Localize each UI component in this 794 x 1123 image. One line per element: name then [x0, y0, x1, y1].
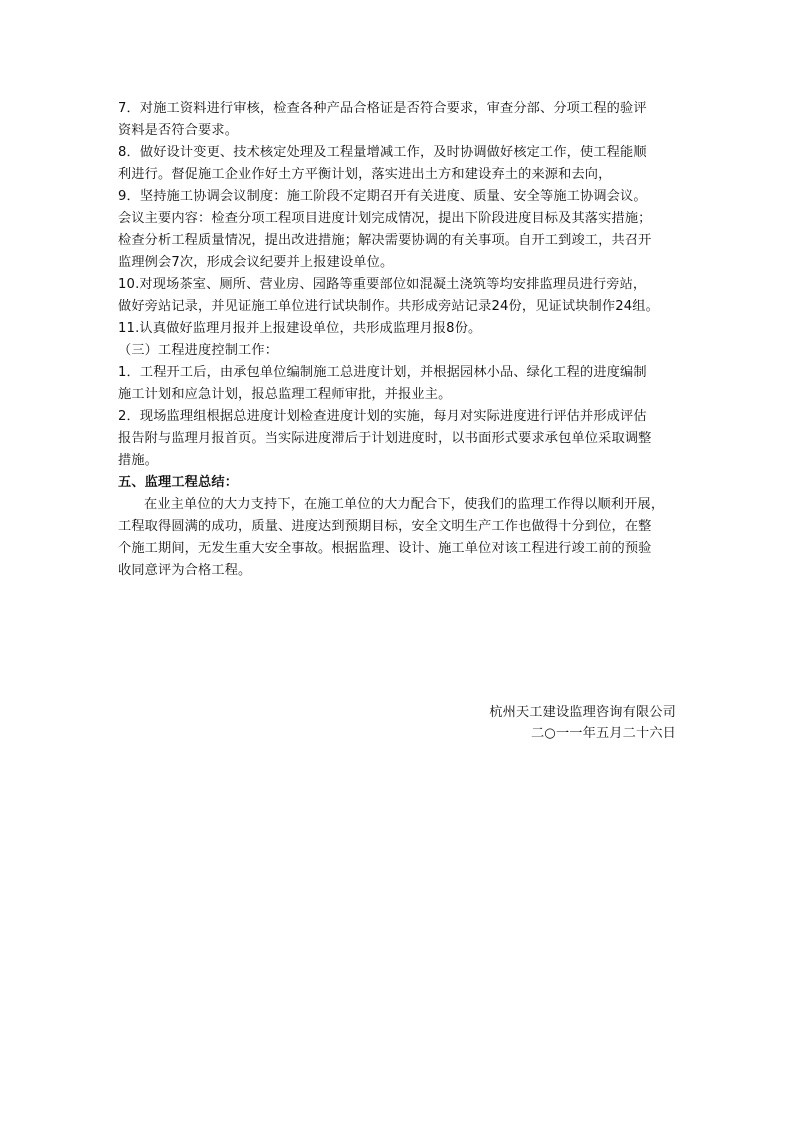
text-line: 措施。 [118, 453, 159, 468]
text-line: 利进行。督促施工企业作好土方平衡计划，落实进出土方和建设弃土的来源和去向， [118, 167, 612, 182]
text-line: 检查分析工程质量情况，提出改进措施；解决需要协调的有关事项。自开工到竣工，共召开 [118, 233, 652, 248]
text-line: 1．工程开工后，由承包单位编制施工总进度计划，并根据园林小品、绿化工程的进度编制 [118, 365, 647, 380]
text-line: 8．做好设计变更、技术核定处理及工程量增减工作，及时协调做好核定工作，使工程能顺 [118, 145, 647, 160]
text-line: 资料是否符合要求。 [118, 123, 239, 138]
signature-block [489, 702, 676, 744]
section-heading: 五、监理工程总结： [118, 475, 239, 490]
text-line: 11.认真做好监理月报并上报建设单位，共形成监理月报8份。 [118, 321, 482, 336]
summary-line: 工程取得圆满的成功，质量、进度达到预期目标，安全文明生产工作也做得十分到位，在整 [118, 519, 652, 534]
text-line: 2．现场监理组根据总进度计划检查进度计划的实施，每月对实际进度进行评估并形成评估 [118, 409, 647, 424]
text-line: 做好旁站记录，并见证施工单位进行试块制作。共形成旁站记录24份，见证试块制作24组。 [118, 299, 659, 314]
text-line: 报告附与监理月报首页。当实际进度滞后于计划进度时，以书面形式要求承包单位采取调整 [118, 431, 652, 446]
summary-line: 在业主单位的大力支持下，在施工单位的大力配合下，使我们的监理工作得以顺利开展， [144, 497, 665, 512]
document-body [118, 98, 678, 582]
text-line: 9．坚持施工协调会议制度：施工阶段不定期召开有关进度、质量、安全等施工协调会议。 [118, 189, 647, 204]
text-line: 监理例会7次，形成会议纪要并上报建设单位。 [118, 255, 394, 270]
text-line: 7．对施工资料进行审核，检查各种产品合格证是否符合要求，审查分部、分项工程的验评 [118, 101, 647, 116]
text-line: 施工计划和应急计划，报总监理工程师审批，并报业主。 [118, 387, 452, 402]
signature-date: 二○一一年五月二十六日 [530, 726, 676, 741]
summary-line: 个施工期间，无发生重大安全事故。根据监理、设计、施工单位对该工程进行竣工前的预验 [118, 541, 652, 556]
subsection-heading: （三）工程进度控制工作： [118, 343, 279, 358]
text-line: 会议主要内容：检查分项工程项目进度计划完成情况，提出下阶段进度目标及其落实措施； [118, 211, 652, 226]
text-line: 10.对现场茶室、厕所、营业房、园路等重要部位如混凝土浇筑等均安排监理员进行旁站， [118, 277, 647, 292]
signature-company: 杭州天工建设监理咨询有限公司 [489, 705, 676, 720]
summary-line: 收同意评为合格工程。 [118, 563, 252, 578]
